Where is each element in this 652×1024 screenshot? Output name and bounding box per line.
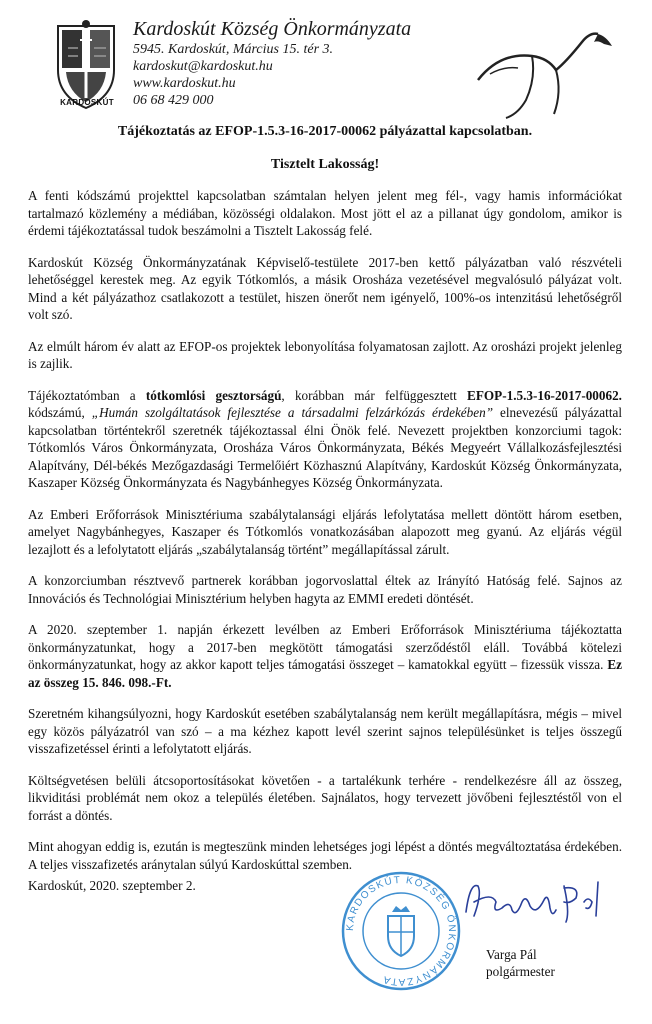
p4-text-c: , korábban már felfüggesztett (281, 387, 468, 403)
paragraph-8: Szeretném kihangsúlyozni, hogy Kardoskút esetében szabálytalanság nem került megállapításra, mégis – mivel egy közös pályázatról van szó – a ma kézhez kapott levél szerint sajnos településünket is teljes összegű visszafizetéssel érinti a lefolytatott eljárás. (28, 706, 622, 756)
handwritten-signature (452, 872, 612, 932)
stamp-text: KARDOSKÚT KÖZSÉG ÖNKORMÁNYZATA (344, 874, 458, 988)
paragraph-7 (28, 621, 622, 691)
stork-logo-icon (470, 22, 620, 122)
dateline: Kardoskút, 2020. szeptember 2. (28, 878, 196, 893)
p4-bold-sponsor: tótkomlósi gesztorságú (145, 387, 282, 403)
org-address: 5945. Kardoskút, Március 15. tér 3. (133, 42, 334, 57)
letterhead-text (133, 18, 411, 109)
p4-bold-code: EFOP-1.5.3-16-2017-00062. (467, 387, 622, 403)
signer-name: Varga Pál (486, 947, 537, 962)
paragraph-2: Kardoskút Község Önkormányzatának Képviselő-testülete 2017-ben kettő pályázatban való részvételi lehetőséggel kerestek meg. Az egyik Tótkomlós, a másik Orosháza vezetésével megvalósuló pályázat volt. Mind a két pályázathoz csatlakozott a testület, hiszen önerőt nem igényelő, 100%-os intenzitású lehetőségről volt szó. (28, 254, 622, 322)
paragraph-4 (28, 387, 622, 492)
paragraph-5: Az Emberi Erőforrások Minisztériuma szabálytalansági eljárás lefolytatása mellett döntött három esetben, amelyet Nagybánhegyes, Kaszaper és Tótkomlós vonatkozásában alapozott meg gyanú. Az eljárás végül lezajlott és a lefolytatott eljárás „szabálytalanság történt” megállapítással zárult. (28, 506, 622, 557)
p4-text-g: elnevezésű pályázattal kapcsolatban történtekről szeretnék tájékoztassal élni Önök felé. Nevezett projektben konzorciumi tagok: Tótkomlós Város Önkormányzata, Orosháza Város Önkormányzata, Békés Megyeért Vállalkozásfejlesztési Alapítvány, Dél-békés Mezőgazdasági Termelőiért Közhasznú Alapítvány, Kardoskút Község Önkormányzata, Kaszaper Község Önkormányzata és Nagybánhegyes Község Önkormányzata. (28, 405, 622, 490)
paragraph-1: A fenti kódszámú projekttel kapcsolatban számtalan helyen jelent meg fél-, vagy hamis információkat tartalmazó közlemény a médiában, közösségi oldalakon. Most jött el az a pillanat úgy gondolom, amikor is érdemi tájékoztatással tudok beszámolni a Tisztelt Lakosság felé. (28, 188, 622, 238)
org-name: Kardoskút Község Önkormányzata (133, 18, 412, 40)
crest-label: KARDOSKÚT (60, 98, 114, 107)
org-website: www.kardoskut.hu (133, 76, 236, 91)
letter-body (28, 123, 622, 887)
p7-bold-amount: Ez az összeg 15. 846. 098.-Ft. (28, 657, 622, 690)
org-email: kardoskut@kardoskut.hu (133, 59, 273, 74)
p7-text: A 2020. szeptember 1. napján érkezett levélben az Emberi Erőforrások Minisztériuma tájékoztatta önkormányzatunkat, hogy a 2017-ben megkötött támogatási szerződéstől eláll. Továbbá kötelezi önkormányzatunkat, hogy az akkor kapott teljes támogatási összeget – kamatokkal együtt – fizessük vissza. (28, 622, 622, 672)
paragraph-10: Mint ahogyan eddig is, ezután is megteszünk minden lehetséges jogi lépést a döntés megváltoztatása érdekében. A teljes visszafizetés aránytalan súlyú Kardoskúttal szemben. (28, 839, 622, 872)
paragraph-3: Az elmúlt három év alatt az EFOP-os projektek lebonyolítása folyamatosan zajlott. Az orosházi projekt jelenleg is zajlik. (28, 338, 622, 371)
paragraph-9: Költségvetésen belüli átcsoportosításokat követően - a tartalékunk terhére - rendelkezésre áll az összeg, likviditási problémát nem okoz a település életében. Sajnálatos, hogy tervezett jövőbeni fejlesztéstől von el forrást a döntés. (28, 772, 622, 823)
org-phone: 06 68 429 000 (133, 93, 214, 108)
p4-italic-project-name: „Humán szolgáltatások fejlesztése a társadalmi felzárkózás érdekében” (91, 405, 494, 420)
p4-text-e: kódszámú, (28, 405, 92, 420)
official-stamp-icon (338, 868, 464, 994)
paragraph-6: A konzorciumban résztvevő partnerek korábban jogorvoslattal éltek az Irányító Hatóság felé. Sajnos az Innovációs és Technológiai Minisztérium helyben hagyta az EMMI eredeti döntését. (28, 573, 622, 606)
signer-title: polgármester (486, 964, 555, 979)
document-title: Tájékoztatás az EFOP-1.5.3-16-2017-00062 pályázattal kapcsolatban. (117, 124, 533, 139)
signer-block (486, 946, 555, 980)
greeting: Tisztelt Lakosság! (270, 157, 380, 172)
p4-text-a: Tájékoztatómban a (28, 387, 146, 403)
